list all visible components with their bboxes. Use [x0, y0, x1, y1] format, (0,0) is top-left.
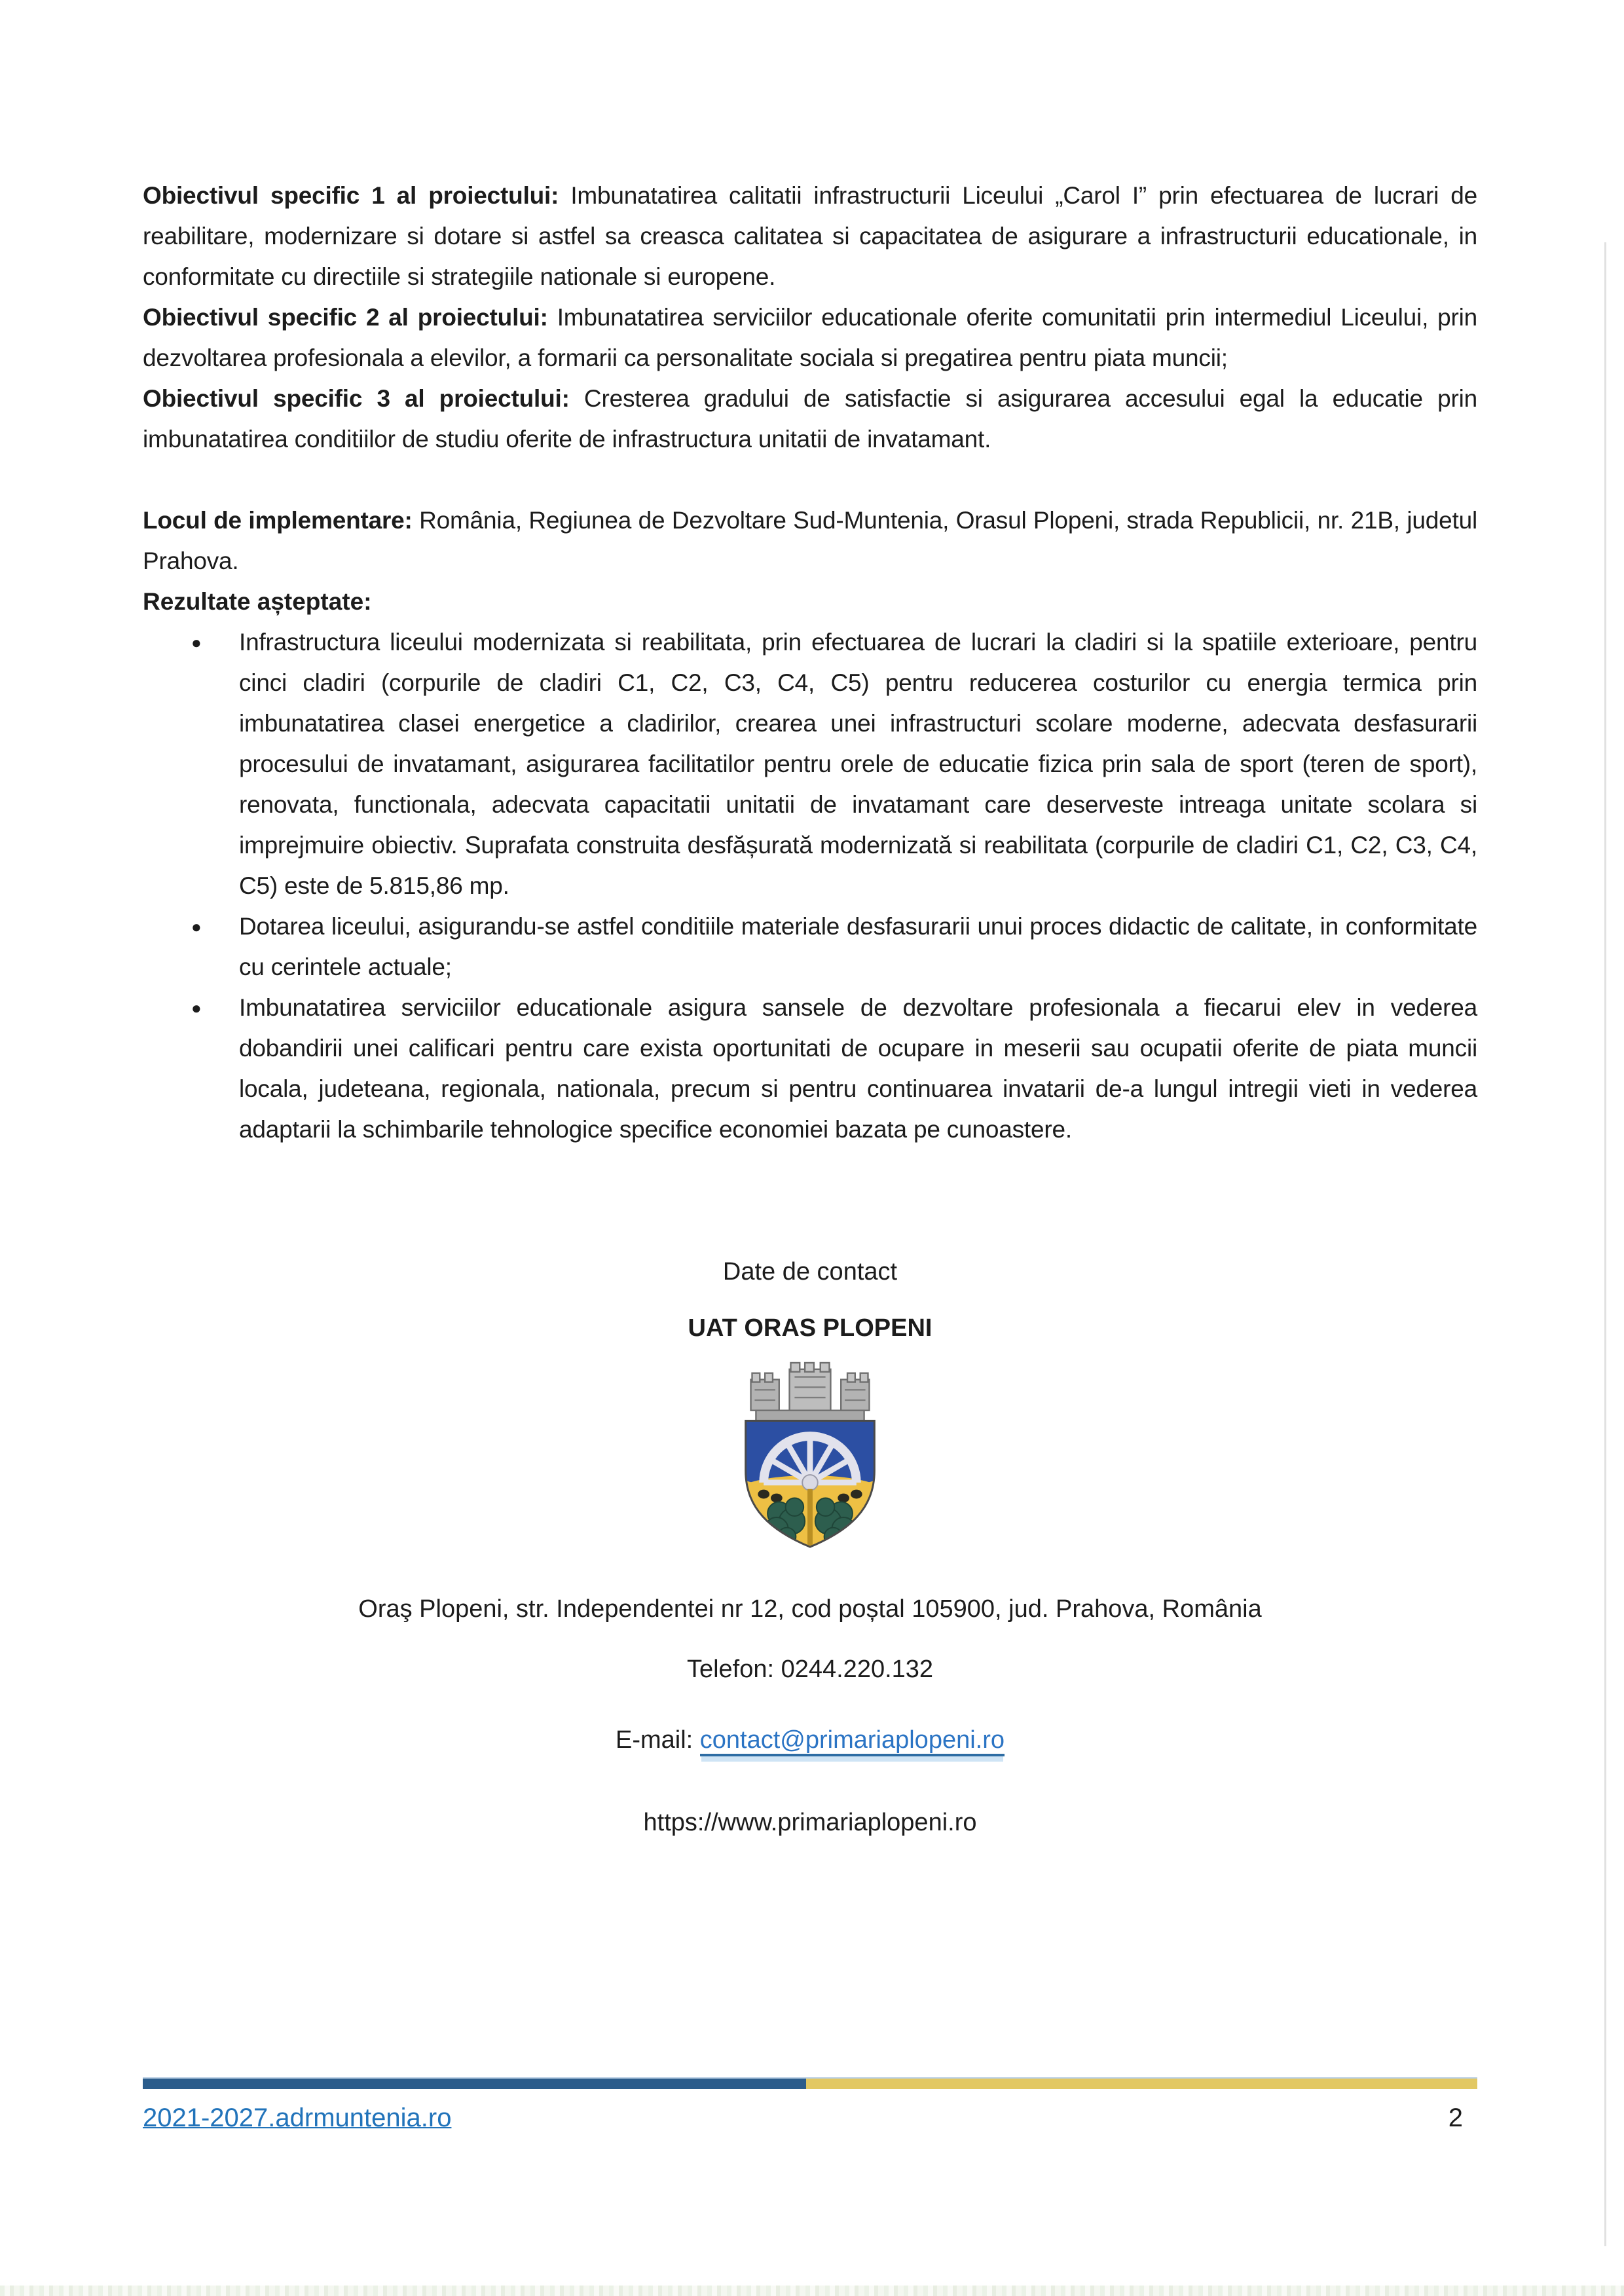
coat-of-arms-svg — [718, 1361, 902, 1555]
objective-1-text: Imbunatatirea calitatii infrastructurii Liceului „Carol I” prin efectuarea de lucrari de reabilitare, modernizare si dotare si astfel sa creasca calitatea si capacitatea de asigurare a infrastructurii educationale, in conformitate cu directiile si strategiile nationale si europene. — [143, 182, 1478, 290]
list-item — [143, 622, 1477, 906]
scan-artifact-bottom-edge — [0, 2286, 1624, 2296]
list-item — [143, 906, 1477, 988]
page-footer — [143, 2077, 1477, 2133]
plopeni-coat-of-arms — [718, 1361, 902, 1555]
objective-1-label: Obiectivul specific 1 al proiectului: — [143, 182, 559, 209]
objective-2-label: Obiectivul specific 2 al proiectului: — [143, 304, 548, 331]
contact-section — [143, 1251, 1477, 1843]
results-list — [143, 622, 1477, 1150]
scan-artifact-right-edge — [1604, 242, 1606, 2246]
result-bullet-1-text: Infrastructura liceului modernizata si reabilitata, prin efectuarea de lucrari la cladiri si la spatiile exterioare, pentru cinci cladiri (corpurile de cladiri C1, C2, C3, C4, C5) pentru reducerea costurilor cu energia termica prin imbunatatirea clasei energetice a cladirilor, crearea unei infrastructuri scolare moderne, adecvata desfasurarii procesului de invatamant, asigurarea facilitatilor pentru orele de educatie fizica prin sala de sport (teren de sport), renovata, functionala, adecvata capacitatii unitatii de invatamant care deserveste intreaga unitate scolara si imprejmuire obiectiv. Suprafata construita desfășurată modernizată si reabilitata (corpurile de cladiri C1, C2, C3, C4, C5) este de 5.815,86 mp. — [239, 629, 1477, 899]
email-link[interactable]: contact@primariaplopeni.ro — [700, 1726, 1005, 1756]
paragraph-objective-1 — [143, 176, 1477, 297]
phone-label: Telefon: — [686, 1656, 775, 1683]
list-item — [143, 988, 1477, 1150]
contact-email-line — [143, 1720, 1477, 1760]
result-bullet-2-text: Dotarea liceului, asigurandu-se astfel conditiile materiale desfasurarii unui proces didactic de calitate, in conformitate cu cerintele actuale; — [239, 913, 1477, 980]
contact-address: Oraş Plopeni, str. Independentei nr 12, cod poștal 105900, jud. Prahova, România — [358, 1595, 1262, 1623]
document-body — [143, 0, 1477, 1843]
footer-divider — [143, 2077, 1477, 2089]
paragraph-objective-2 — [143, 297, 1477, 379]
objective-2-text: Imbunatatirea serviciilor educationale oferite comunitatii prin intermediul Liceului, prin dezvoltarea profesionala a elevilor, a formarii ca personalitate sociala si pregatirea pentru piata muncii; — [143, 304, 1478, 371]
results-heading: Rezultate așteptate: — [143, 588, 372, 615]
result-bullet-3-text: Imbunatatirea serviciilor educationale asigura sansele de dezvoltare profesionala a fiecarui elev in vederea dobandirii unei calificari pentru care exista oportunitati de ocupare in meserii sau ocupatii oferite de piata muncii locala, judeteana, regionala, nationala, precum si pentru continuarea invatarii de-a lungul intregii vieti in vederea adaptarii la schimbarile tehnologice specifice economiei bazata pe cunoastere. — [239, 994, 1477, 1143]
objective-3-text: Cresterea gradului de satisfactie si asigurarea accesului egal la educatie prin imbunatatirea conditiilor de studiu oferite de infrastructura unitatii de invatamant. — [143, 385, 1477, 453]
footer-link[interactable]: 2021-2027.adrmuntenia.ro — [143, 2103, 452, 2132]
location-text: România, Regiunea de Dezvoltare Sud-Muntenia, Orasul Plopeni, strada Republicii, nr. 21B, judetul Prahova. — [143, 507, 1477, 574]
paragraph-location — [143, 500, 1477, 582]
page-number: 2 — [1448, 2103, 1463, 2132]
email-label: E-mail: — [615, 1726, 693, 1754]
location-label: Locul de implementare: — [143, 507, 413, 534]
contact-org: UAT ORAS PLOPENI — [688, 1314, 932, 1342]
objective-3-label: Obiectivul specific 3 al proiectului: — [143, 385, 570, 412]
phone-value: 0244.220.132 — [781, 1656, 934, 1683]
paragraph-objective-3 — [143, 379, 1477, 460]
contact-phone — [143, 1649, 1477, 1690]
contact-heading: Date de contact — [722, 1258, 898, 1286]
contact-website: https://www.primariaplopeni.ro — [643, 1809, 977, 1836]
